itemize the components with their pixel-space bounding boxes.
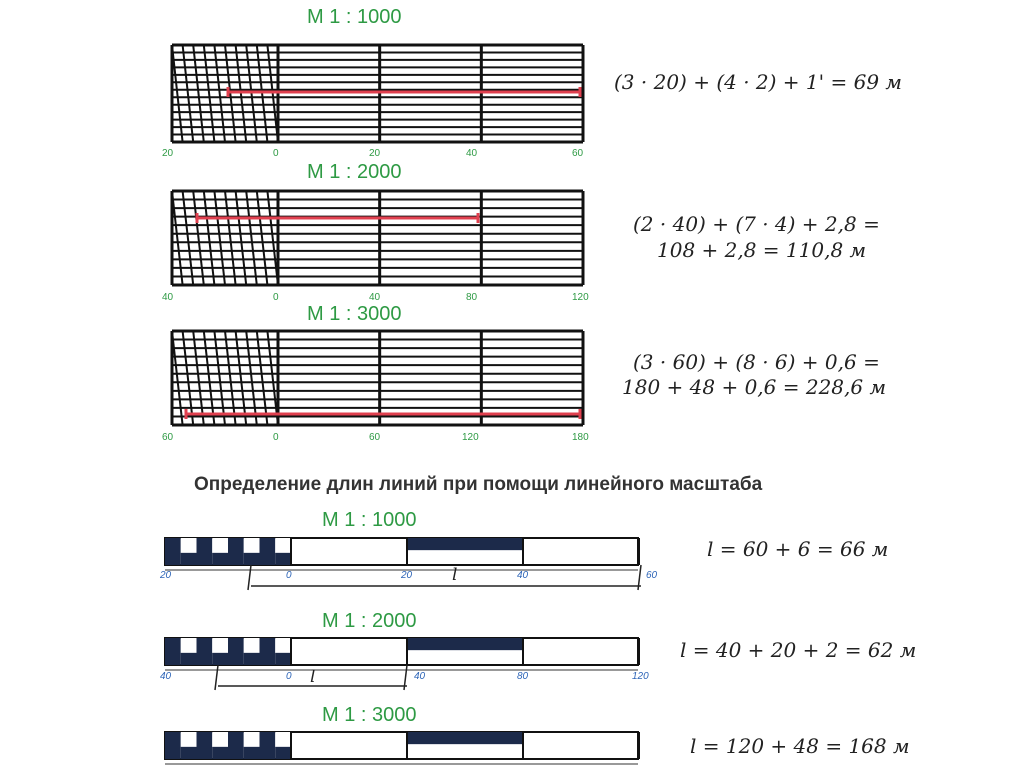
- scale-cell: [181, 653, 197, 665]
- measure-end: [248, 565, 251, 590]
- scale-cell: [244, 538, 260, 553]
- transversal-line: [193, 331, 204, 425]
- tick-label: 120: [632, 671, 649, 682]
- scale-cell: [181, 538, 197, 553]
- tick-label: 40: [160, 671, 172, 682]
- scale-cell: [244, 553, 260, 565]
- tick-label: 0: [286, 570, 292, 581]
- tick-label: 60: [162, 432, 174, 443]
- transversal-line: [236, 331, 247, 425]
- tick-label: 40: [162, 292, 174, 303]
- scale-cell: [275, 653, 291, 665]
- scale-cell: [244, 638, 260, 653]
- scale-cell: [228, 538, 244, 565]
- scale-segment-fill: [407, 638, 523, 650]
- tick-label: 0: [273, 432, 279, 443]
- linear-scale-2000: [163, 636, 643, 694]
- scale-cell: [165, 638, 181, 665]
- linear-formula-2000: l = 40 + 20 + 2 = 62 м: [680, 638, 917, 662]
- tick-label: 60: [572, 148, 584, 159]
- transversal-line: [204, 191, 215, 285]
- tick-label: 20: [369, 148, 381, 159]
- scale-cell: [275, 732, 291, 747]
- formula-3000-line2: 180 + 48 + 0,6 = 228,6 м: [622, 375, 887, 399]
- tick-label: 40: [369, 292, 381, 303]
- scale-cell: [181, 747, 197, 759]
- scale-cell: [212, 653, 228, 665]
- scale-cell: [212, 638, 228, 653]
- linear-title-1000: М 1 : 1000: [322, 509, 417, 531]
- section-title: Определение длин линий при помощи линейного масштаба: [194, 474, 763, 495]
- transversal-line: [204, 331, 215, 425]
- tick-label: 120: [462, 432, 479, 443]
- scale-cell: [165, 732, 181, 759]
- linear-scale-1000: [163, 536, 643, 594]
- tick-label: 20: [160, 570, 172, 581]
- transversal-line: [267, 191, 278, 285]
- transversal-line: [214, 191, 225, 285]
- scale-cell: [212, 747, 228, 759]
- linear-title-3000: М 1 : 3000: [322, 704, 417, 726]
- transversal-line: [193, 191, 204, 285]
- linear-formula-1000: l = 60 + 6 = 66 м: [707, 537, 889, 561]
- tick-label: 120: [572, 292, 589, 303]
- transversal-line: [214, 331, 225, 425]
- tick-label: 20: [401, 570, 413, 581]
- transversal-line: [225, 331, 236, 425]
- tick-label: 180: [572, 432, 589, 443]
- scale-cell: [228, 732, 244, 759]
- tick-label: 0: [273, 148, 279, 159]
- scale-cell: [197, 732, 213, 759]
- transversal-line: [172, 191, 183, 285]
- scale-cell: [275, 638, 291, 653]
- scale-cell: [244, 732, 260, 747]
- transversal-line: [225, 191, 236, 285]
- scale-cell: [181, 553, 197, 565]
- scale-cell: [275, 553, 291, 565]
- scale-cell: [197, 638, 213, 665]
- transversal-line: [172, 331, 183, 425]
- tick-label: 20: [162, 148, 174, 159]
- linear-formula-3000: l = 120 + 48 = 168 м: [690, 734, 910, 758]
- transverse-scale-1000: [170, 43, 590, 153]
- tick-label: 60: [369, 432, 381, 443]
- transverse-scale-2000: [170, 189, 590, 289]
- transversal-line: [257, 331, 268, 425]
- measure-end: [215, 665, 218, 690]
- tick-label: 60: [646, 570, 658, 581]
- tick-label: 0: [273, 292, 279, 303]
- scale-cell: [212, 732, 228, 747]
- tick-label: 80: [466, 292, 478, 303]
- scale-cell: [181, 638, 197, 653]
- scale-cell: [260, 732, 276, 759]
- transversal-line: [236, 191, 247, 285]
- tick-label: 40: [517, 570, 529, 581]
- scale-segment-fill: [407, 732, 523, 744]
- transversal-line: [246, 331, 257, 425]
- scale-cell: [244, 747, 260, 759]
- formula-3000-line1: (3 · 60) + (8 · 6) + 0,6 =: [633, 350, 880, 374]
- scale-segment-fill: [407, 538, 523, 550]
- scale-cell: [181, 732, 197, 747]
- scale-cell: [212, 538, 228, 553]
- transversal-line: [257, 191, 268, 285]
- tick-label: 40: [466, 148, 478, 159]
- formula-2000-line1: (2 · 40) + (7 · 4) + 2,8 =: [633, 212, 880, 236]
- transversal-line: [183, 191, 194, 285]
- tick-label: 80: [517, 671, 529, 682]
- scale-title-3000: М 1 : 3000: [307, 303, 402, 325]
- formula-2000-line2: 108 + 2,8 = 110,8 м: [657, 238, 867, 262]
- scale-cell: [260, 638, 276, 665]
- transversal-line: [246, 191, 257, 285]
- formula-1000: (3 · 20) + (4 · 2) + 1' = 69 м: [614, 70, 903, 94]
- scale-cell: [197, 538, 213, 565]
- tick-label: 0: [286, 671, 292, 682]
- scale-cell: [275, 538, 291, 553]
- linear-scale-3000: [163, 730, 643, 770]
- transverse-scale-3000: [170, 329, 590, 429]
- scale-cell: [275, 747, 291, 759]
- scale-cell: [228, 638, 244, 665]
- transversal-line: [183, 331, 194, 425]
- scale-cell: [244, 653, 260, 665]
- scale-cell: [165, 538, 181, 565]
- scale-cell: [212, 553, 228, 565]
- linear-title-2000: М 1 : 2000: [322, 610, 417, 632]
- measure-label-l: l: [452, 565, 458, 585]
- transversal-line: [267, 331, 278, 425]
- tick-label: 40: [414, 671, 426, 682]
- scale-title-2000: М 1 : 2000: [307, 161, 402, 183]
- measure-label-l: l: [310, 667, 316, 687]
- scale-title-1000: М 1 : 1000: [307, 6, 402, 28]
- scale-cell: [260, 538, 276, 565]
